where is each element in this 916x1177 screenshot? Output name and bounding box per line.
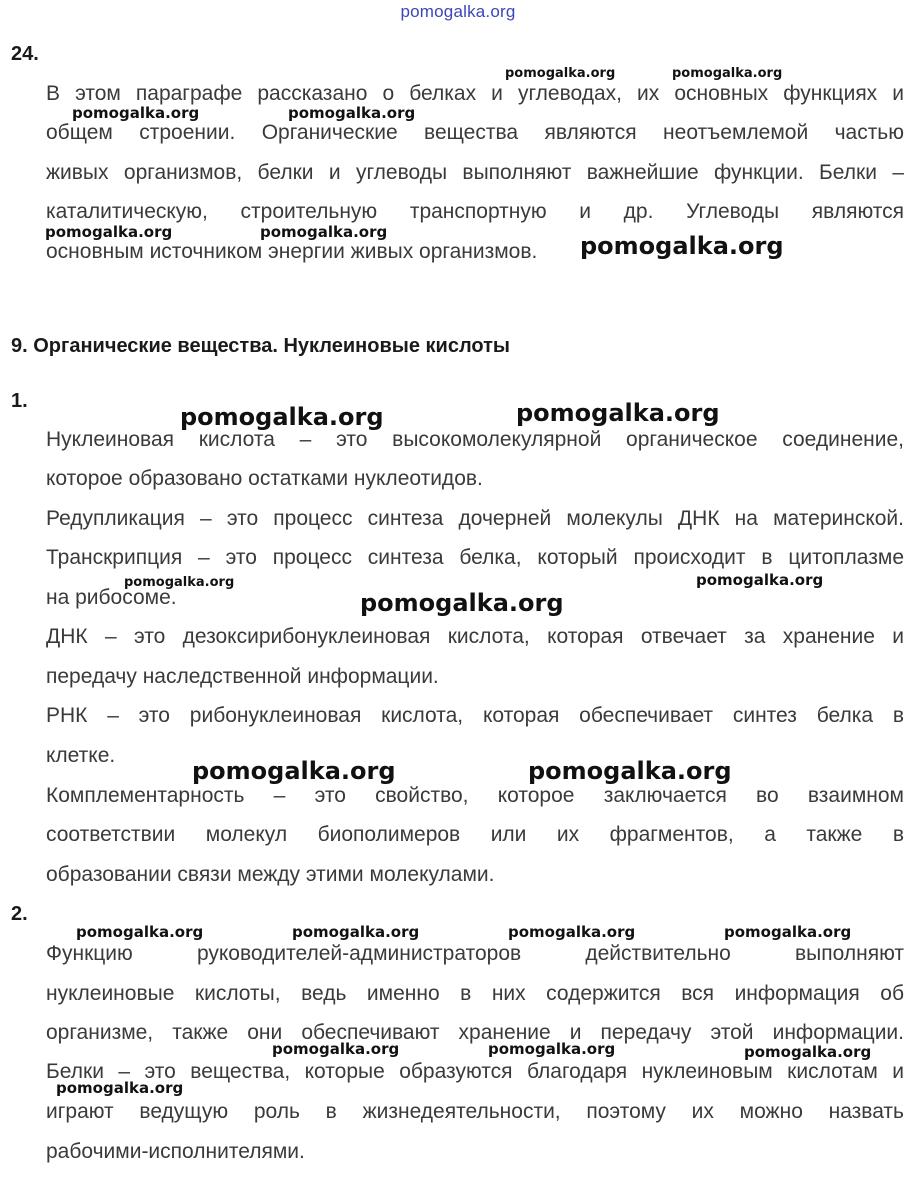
watermark: pomogalka.org	[488, 1040, 616, 1058]
paragraph-line: Транскрипция – это процесс синтеза белка, который происходит в цитоплазме	[46, 546, 904, 569]
paragraph-line: Белки – это вещества, которые образуются благодаря нуклеиновым кислотам и	[46, 1060, 904, 1083]
paragraph-line: рабочими-исполнителями.	[46, 1140, 305, 1163]
watermark: pomogalka.org	[744, 1043, 872, 1061]
paragraph-line: Комплементарность – это свойство, которое заключается во взаимном	[46, 784, 904, 807]
paragraph-line: соответствии молекул биополимеров или их фрагментов, а также в	[46, 823, 904, 846]
paragraph-line: Редупликация – это процесс синтеза дочерней молекулы ДНК на материнской.	[46, 507, 904, 530]
paragraph-line: ДНК – это дезоксирибонуклеиновая кислота, которая отвечает за хранение и	[46, 625, 904, 648]
paragraph-line: организме, также они обеспечивают хранение и передачу этой информации.	[46, 1021, 904, 1044]
watermark: pomogalka.org	[260, 223, 388, 241]
watermark: pomogalka.org	[272, 1040, 400, 1058]
section-number-1: 1.	[11, 390, 28, 412]
watermark: pomogalka.org	[580, 232, 784, 260]
paragraph-line: основным источником энергии живых организмов.	[46, 240, 538, 263]
watermark: pomogalka.org	[696, 571, 824, 589]
watermark: pomogalka.org	[528, 757, 732, 785]
watermark: pomogalka.org	[360, 589, 564, 617]
watermark: pomogalka.org	[72, 104, 200, 122]
paragraph-line: РНК – это рибонуклеиновая кислота, которая обеспечивает синтез белка в	[46, 704, 904, 727]
watermark: pomogalka.org	[45, 223, 173, 241]
paragraph-line: В этом параграфе рассказано о белках и углеводах, их основных функциях и	[46, 82, 904, 105]
paragraph-line: клетке.	[46, 744, 116, 767]
watermark: pomogalka.org	[124, 575, 235, 590]
watermark: pomogalka.org	[192, 757, 396, 785]
watermark-header: pomogalka.org	[400, 2, 516, 21]
watermark: pomogalka.org	[56, 1079, 184, 1097]
watermark: pomogalka.org	[288, 104, 416, 122]
section-number-2: 2.	[11, 903, 28, 925]
section-number-24: 24.	[11, 43, 39, 65]
paragraph-line: каталитическую, строительную транспортную и др. Углеводы являются	[46, 200, 904, 223]
watermark: pomogalka.org	[505, 66, 616, 81]
paragraph-line: играют ведущую роль в жизнедеятельности, поэтому их можно назвать	[46, 1100, 904, 1123]
watermark: pomogalka.org	[508, 923, 636, 941]
watermark: pomogalka.org	[724, 923, 852, 941]
paragraph-line: на рибосоме.	[46, 586, 177, 609]
watermark: pomogalka.org	[672, 66, 783, 81]
paragraph-line: которое образовано остатками нуклеотидов.	[46, 467, 483, 490]
watermark: pomogalka.org	[516, 399, 720, 427]
watermark: pomogalka.org	[76, 923, 204, 941]
paragraph-line: образовании связи между этими молекулами.	[46, 863, 495, 886]
paragraph-line: передачу наследственной информации.	[46, 665, 439, 688]
watermark: pomogalka.org	[292, 923, 420, 941]
paragraph-line: Нуклеиновая кислота – это высокомолекулярной органическое соединение,	[46, 428, 904, 451]
chapter-heading: 9. Органические вещества. Нуклеиновые кислоты	[11, 335, 510, 357]
watermark: pomogalka.org	[180, 403, 384, 431]
paragraph-line: живых организмов, белки и углеводы выполняют важнейшие функции. Белки –	[46, 161, 904, 184]
paragraph-line: нуклеиновые кислоты, ведь именно в них содержится вся информация об	[46, 982, 904, 1005]
paragraph-line: Функцию руководителей-администраторов действительно выполняют	[46, 942, 904, 965]
paragraph-line: общем строении. Органические вещества являются неотъемлемой частью	[46, 121, 904, 144]
